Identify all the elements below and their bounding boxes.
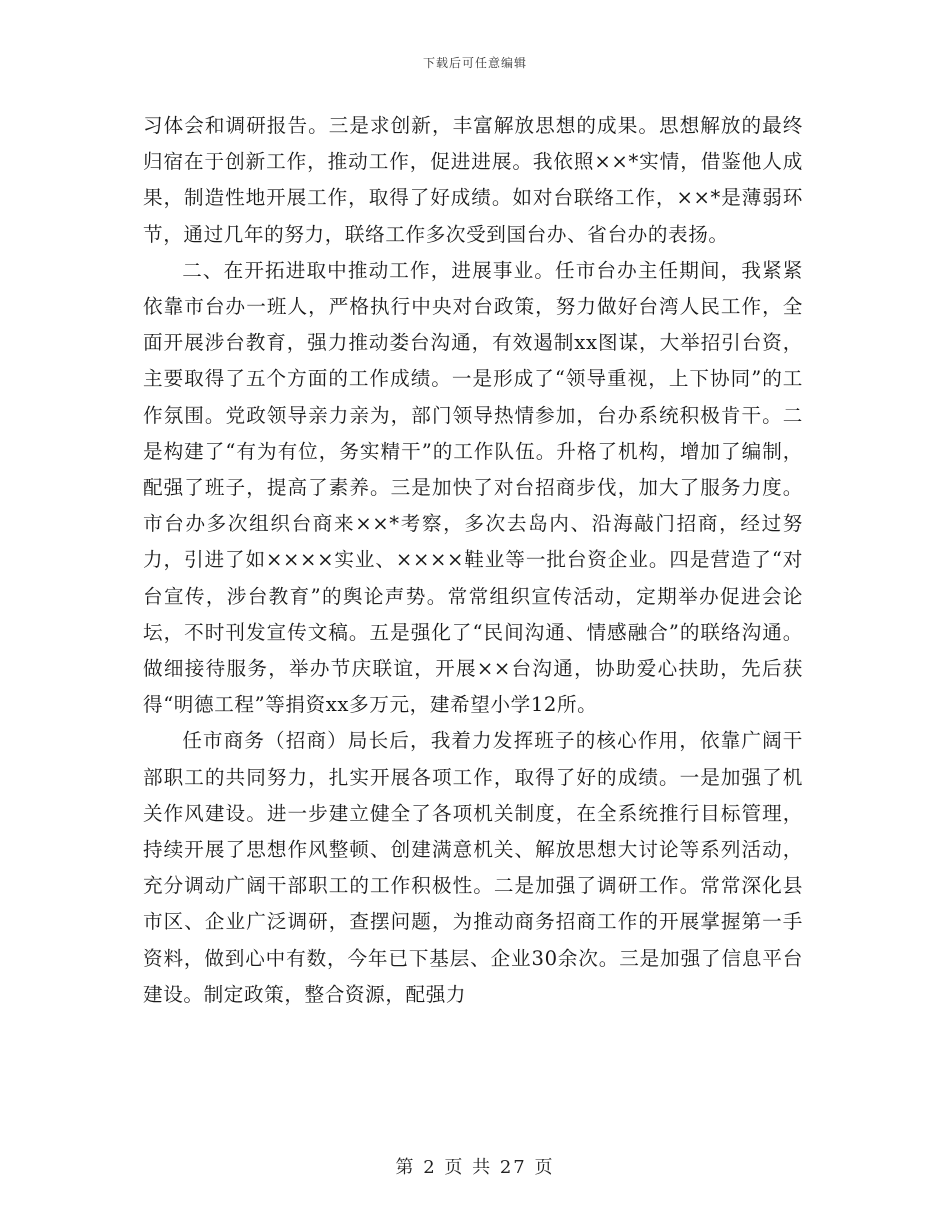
document-body [143,108,803,1013]
paragraph-section-two: 二、在开拓进取中推动工作，进展事业。任市台办主任期间，我紧紧依靠市台办一班人，严格执行中央对台政策，努力做好台湾人民工作，全面开展涉台教育，强力推动娄台沟通，有效遏制xx图谋，大举招引台资，主要取得了五个方面的工作成绩。一是形成了“领导重视，上下协同”的工作氛围。党政领导亲力亲为，部门领导热情参加，台办系统积极肯干。二是构建了“有为有位，务实精干”的工作队伍。升格了机构，增加了编制，配强了班子，提高了素养。三是加快了对台招商步伐，加大了服务力度。市台办多次组织台商来××*考察，多次去岛内、沿海敲门招商，经过努力，引进了如××××实业、××××鞋业等一批台资企业。四是营造了“对台宣传，涉台教育”的舆论声势。常常组织宣传活动，定期举办促进会论坛，不时刊发宣传文稿。五是强化了“民间沟通、情感融合”的联络沟通。做细接待服务，举办节庆联谊，开展××台沟通，协助爱心扶助，先后获得“明德工程”等捐资xx多万元，建希望小学12所。 [143,258,803,717]
page-number: 第 2 页 共 27 页 [395,1157,555,1178]
page-header: 下载后可任意编辑 [422,56,527,70]
paragraph-commerce-bureau: 任市商务（招商）局长后，我着力发挥班子的核心作用，依靠广阔干部职工的共同努力，扎实开展各项工作，取得了好的成绩。一是加强了机关作风建设。进一步建立健全了各项机关制度，在全系统推行目标管理，持续开展了思想作风整顿、创建满意机关、解放思想大讨论等系列活动，充分调动广阔干部职工的工作积极性。二是加强了调研工作。常常深化县市区、企业广泛调研，查摆问题，为推动商务招商工作的开展掌握第一手资料，做到心中有数，今年已下基层、企业30余次。三是加强了信息平台建设。制定政策，整合资源，配强力 [143,729,803,1006]
paragraph-continued: 习体会和调研报告。三是求创新，丰富解放思想的成果。思想解放的最终归宿在于创新工作，推动工作，促进进展。我依照××*实情，借鉴他人成果，制造性地开展工作，取得了好成绩。如对台联络工作，××*是薄弱环节，通过几年的努力，联络工作多次受到国台办、省台办的表扬。 [143,114,803,246]
